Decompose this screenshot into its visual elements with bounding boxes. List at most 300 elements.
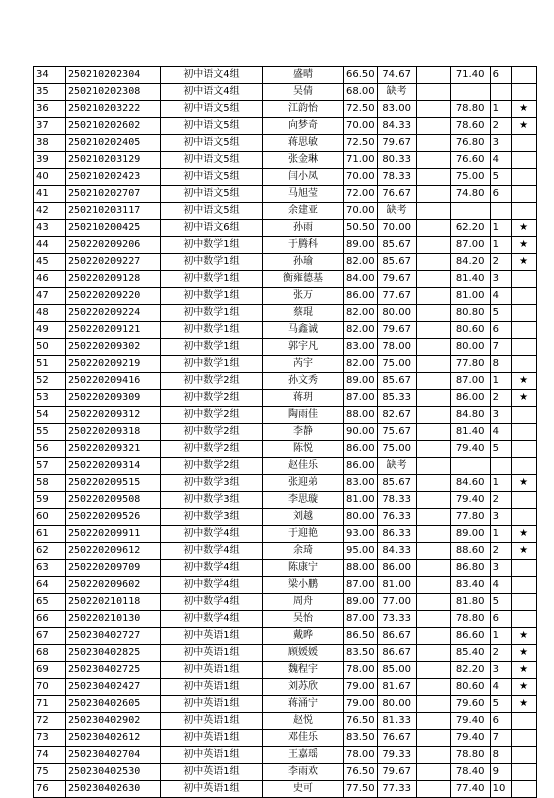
star-icon: ★ [511,543,536,560]
interview-score: 77.67 [377,288,416,305]
rank [490,458,511,475]
candidate-name: 顾媛媛 [263,645,344,662]
interview-score: 86.00 [377,560,416,577]
exam-group: 初中语文5组 [161,118,263,135]
empty-cell [416,577,450,594]
candidate-name: 梁小鹏 [263,577,344,594]
exam-group: 初中数学2组 [161,373,263,390]
row-number: 64 [34,577,66,594]
written-score: 88.00 [344,560,378,577]
candidate-id: 250230402902 [66,713,161,730]
total-score: 85.40 [450,645,490,662]
written-score: 90.00 [344,424,378,441]
total-score: 75.00 [450,169,490,186]
candidate-name: 闫小凤 [263,169,344,186]
empty-cell [416,288,450,305]
empty-cell [416,390,450,407]
row-number: 50 [34,339,66,356]
row-number: 34 [34,67,66,84]
rank: 5 [490,305,511,322]
candidate-id: 250220209515 [66,475,161,492]
candidate-id: 250210200425 [66,220,161,237]
star-icon: ★ [511,390,536,407]
table-row [34,764,537,781]
candidate-id: 250220209219 [66,356,161,373]
interview-score: 85.67 [377,475,416,492]
star-icon [511,764,536,781]
candidate-name: 戴晔 [263,628,344,645]
row-number: 56 [34,441,66,458]
rank: 2 [490,118,511,135]
exam-group: 初中语文4组 [161,67,263,84]
row-number: 74 [34,747,66,764]
table-row [34,237,537,254]
star-icon [511,492,536,509]
results-table [33,66,537,798]
rank: 1 [490,220,511,237]
star-icon: ★ [511,662,536,679]
written-score: 77.50 [344,781,378,798]
total-score [450,203,490,220]
row-number: 39 [34,152,66,169]
star-icon: ★ [511,526,536,543]
interview-score: 85.33 [377,390,416,407]
interview-score: 81.00 [377,577,416,594]
table-row [34,441,537,458]
empty-cell [416,628,450,645]
empty-cell [416,679,450,696]
empty-cell [416,424,450,441]
total-score: 84.60 [450,475,490,492]
written-score: 86.50 [344,628,378,645]
interview-score: 85.00 [377,662,416,679]
written-score: 70.00 [344,169,378,186]
written-score: 86.00 [344,288,378,305]
candidate-name: 孙瑜 [263,254,344,271]
interview-score: 缺考 [377,203,416,220]
star-icon: ★ [511,237,536,254]
exam-group: 初中数学2组 [161,424,263,441]
table-row [34,560,537,577]
star-icon [511,747,536,764]
star-icon [511,67,536,84]
candidate-name: 芮宇 [263,356,344,373]
interview-score: 缺考 [377,84,416,101]
empty-cell [416,339,450,356]
rank: 10 [490,781,511,798]
candidate-id: 250220209612 [66,543,161,560]
table-row [34,356,537,373]
candidate-name: 史可 [263,781,344,798]
candidate-name: 刘越 [263,509,344,526]
empty-cell [416,186,450,203]
exam-group: 初中语文5组 [161,152,263,169]
star-icon [511,509,536,526]
empty-cell [416,118,450,135]
rank: 3 [490,271,511,288]
candidate-id: 250210202423 [66,169,161,186]
candidate-id: 250220209314 [66,458,161,475]
exam-group: 初中数学1组 [161,356,263,373]
row-number: 45 [34,254,66,271]
written-score: 89.00 [344,373,378,390]
table-row [34,152,537,169]
empty-cell [416,645,450,662]
candidate-name: 赵悦 [263,713,344,730]
row-number: 55 [34,424,66,441]
table-row [34,254,537,271]
row-number: 36 [34,101,66,118]
rank: 1 [490,101,511,118]
exam-group: 初中数学1组 [161,254,263,271]
candidate-id: 250220209508 [66,492,161,509]
rank: 4 [490,288,511,305]
row-number: 46 [34,271,66,288]
table-row [34,373,537,390]
total-score: 74.80 [450,186,490,203]
score-sheet [33,66,537,798]
total-score: 81.00 [450,288,490,305]
empty-cell [416,543,450,560]
exam-group: 初中英语1组 [161,764,263,781]
written-score: 87.00 [344,577,378,594]
empty-cell [416,526,450,543]
empty-cell [416,730,450,747]
candidate-name: 吴倩 [263,84,344,101]
rank: 9 [490,764,511,781]
empty-cell [416,764,450,781]
candidate-id: 250210202602 [66,118,161,135]
results-table-body [34,67,537,798]
candidate-name: 孙文秀 [263,373,344,390]
candidate-name: 于腾科 [263,237,344,254]
candidate-id: 250220209128 [66,271,161,288]
written-score: 83.00 [344,339,378,356]
candidate-name: 李思璇 [263,492,344,509]
total-score: 78.80 [450,611,490,628]
candidate-id: 250230402427 [66,679,161,696]
star-icon [511,288,536,305]
exam-group: 初中数学1组 [161,237,263,254]
empty-cell [416,662,450,679]
total-score: 80.80 [450,305,490,322]
row-number: 37 [34,118,66,135]
interview-score: 81.67 [377,679,416,696]
table-row [34,305,537,322]
total-score: 77.80 [450,509,490,526]
interview-score: 86.67 [377,628,416,645]
table-row [34,271,537,288]
star-icon [511,594,536,611]
total-score: 84.20 [450,254,490,271]
total-score: 82.20 [450,662,490,679]
total-score: 78.80 [450,101,490,118]
interview-score: 84.33 [377,118,416,135]
star-icon [511,577,536,594]
candidate-name: 刘苏欣 [263,679,344,696]
candidate-name: 蔡琨 [263,305,344,322]
star-icon [511,271,536,288]
candidate-name: 向梦奇 [263,118,344,135]
candidate-id: 250220210118 [66,594,161,611]
candidate-name: 张金琳 [263,152,344,169]
table-row [34,628,537,645]
empty-cell [416,237,450,254]
row-number: 73 [34,730,66,747]
row-number: 69 [34,662,66,679]
table-row [34,118,537,135]
rank: 5 [490,441,511,458]
table-row [34,645,537,662]
interview-score: 77.00 [377,594,416,611]
empty-cell [416,203,450,220]
empty-cell [416,713,450,730]
total-score: 86.60 [450,628,490,645]
total-score: 79.40 [450,441,490,458]
interview-score: 77.33 [377,781,416,798]
row-number: 51 [34,356,66,373]
written-score: 66.50 [344,67,378,84]
total-score: 79.40 [450,730,490,747]
star-icon: ★ [511,475,536,492]
exam-group: 初中数学4组 [161,594,263,611]
exam-group: 初中英语1组 [161,747,263,764]
candidate-name: 马旭莹 [263,186,344,203]
empty-cell [416,407,450,424]
table-row [34,679,537,696]
exam-group: 初中英语1组 [161,662,263,679]
exam-group: 初中语文5组 [161,203,263,220]
empty-cell [416,594,450,611]
total-score: 89.00 [450,526,490,543]
table-row [34,407,537,424]
interview-score: 75.00 [377,441,416,458]
star-icon [511,305,536,322]
written-score: 86.00 [344,458,378,475]
star-icon [511,407,536,424]
interview-score: 79.67 [377,271,416,288]
row-number: 49 [34,322,66,339]
table-row [34,424,537,441]
candidate-name: 蒋思敏 [263,135,344,152]
table-row [34,577,537,594]
row-number: 71 [34,696,66,713]
star-icon [511,424,536,441]
rank: 6 [490,611,511,628]
candidate-id: 250220210130 [66,611,161,628]
candidate-id: 250210202707 [66,186,161,203]
exam-group: 初中英语1组 [161,645,263,662]
written-score: 86.00 [344,441,378,458]
candidate-name: 马鑫诚 [263,322,344,339]
table-row [34,339,537,356]
candidate-name: 余建亚 [263,203,344,220]
total-score: 81.40 [450,424,490,441]
empty-cell [416,475,450,492]
star-icon [511,356,536,373]
table-row [34,781,537,798]
candidate-id: 250210202304 [66,67,161,84]
table-row [34,203,537,220]
candidate-name: 陈康宁 [263,560,344,577]
exam-group: 初中数学2组 [161,458,263,475]
total-score: 71.40 [450,67,490,84]
total-score: 79.40 [450,492,490,509]
written-score: 82.00 [344,305,378,322]
table-row [34,543,537,560]
exam-group: 初中数学4组 [161,560,263,577]
empty-cell [416,373,450,390]
total-score: 78.40 [450,764,490,781]
written-score: 72.50 [344,101,378,118]
row-number: 41 [34,186,66,203]
candidate-id: 250210203129 [66,152,161,169]
total-score: 84.80 [450,407,490,424]
exam-group: 初中数学1组 [161,288,263,305]
written-score: 93.00 [344,526,378,543]
exam-group: 初中数学2组 [161,441,263,458]
rank: 3 [490,135,511,152]
written-score: 88.00 [344,407,378,424]
candidate-id: 250220209318 [66,424,161,441]
candidate-name: 盛晴 [263,67,344,84]
total-score: 83.40 [450,577,490,594]
written-score: 82.00 [344,322,378,339]
star-icon [511,203,536,220]
star-icon [511,560,536,577]
exam-group: 初中语文5组 [161,186,263,203]
candidate-name: 张迎弟 [263,475,344,492]
rank: 8 [490,747,511,764]
candidate-name: 吴怡 [263,611,344,628]
candidate-name: 陈悦 [263,441,344,458]
written-score: 71.00 [344,152,378,169]
interview-score: 79.67 [377,322,416,339]
exam-group: 初中数学3组 [161,509,263,526]
candidate-id: 250220209312 [66,407,161,424]
star-icon [511,135,536,152]
candidate-name: 魏程宇 [263,662,344,679]
written-score: 68.00 [344,84,378,101]
exam-group: 初中数学1组 [161,271,263,288]
empty-cell [416,169,450,186]
empty-cell [416,67,450,84]
table-row [34,458,537,475]
empty-cell [416,611,450,628]
row-number: 43 [34,220,66,237]
candidate-name: 周舟 [263,594,344,611]
interview-score: 75.67 [377,424,416,441]
rank: 4 [490,577,511,594]
row-number: 70 [34,679,66,696]
written-score: 76.50 [344,713,378,730]
rank: 2 [490,254,511,271]
total-score: 76.80 [450,135,490,152]
row-number: 76 [34,781,66,798]
rank: 1 [490,373,511,390]
exam-group: 初中数学2组 [161,407,263,424]
star-icon: ★ [511,373,536,390]
star-icon [511,152,536,169]
written-score: 81.00 [344,492,378,509]
star-icon [511,186,536,203]
total-score [450,458,490,475]
exam-group: 初中数学2组 [161,390,263,407]
table-row [34,611,537,628]
interview-score: 85.67 [377,373,416,390]
rank: 3 [490,509,511,526]
written-score: 80.00 [344,509,378,526]
empty-cell [416,220,450,237]
candidate-id: 250230402530 [66,764,161,781]
candidate-id: 250230402825 [66,645,161,662]
candidate-id: 250210203117 [66,203,161,220]
table-row [34,492,537,509]
candidate-name: 衡雍德基 [263,271,344,288]
row-number: 60 [34,509,66,526]
candidate-name: 王嘉瑶 [263,747,344,764]
written-score: 79.00 [344,696,378,713]
empty-cell [416,560,450,577]
exam-group: 初中数学4组 [161,526,263,543]
table-row [34,288,537,305]
written-score: 89.00 [344,594,378,611]
rank: 5 [490,594,511,611]
candidate-id: 250210202308 [66,84,161,101]
table-row [34,169,537,186]
table-row [34,135,537,152]
rank: 6 [490,67,511,84]
star-icon [511,441,536,458]
candidate-name: 陶雨佳 [263,407,344,424]
candidate-id: 250220209302 [66,339,161,356]
row-number: 47 [34,288,66,305]
table-row [34,696,537,713]
total-score: 87.00 [450,373,490,390]
interview-score: 78.33 [377,492,416,509]
star-icon: ★ [511,101,536,118]
row-number: 68 [34,645,66,662]
total-score: 80.00 [450,339,490,356]
interview-score: 79.67 [377,764,416,781]
row-number: 57 [34,458,66,475]
star-icon: ★ [511,628,536,645]
written-score: 95.00 [344,543,378,560]
interview-score: 84.33 [377,543,416,560]
empty-cell [416,356,450,373]
candidate-id: 250220209709 [66,560,161,577]
table-row [34,509,537,526]
rank: 4 [490,679,511,696]
table-row [34,713,537,730]
interview-score: 80.33 [377,152,416,169]
exam-group: 初中数学4组 [161,543,263,560]
table-row [34,594,537,611]
row-number: 42 [34,203,66,220]
interview-score: 75.00 [377,356,416,373]
written-score: 70.00 [344,203,378,220]
rank: 4 [490,152,511,169]
candidate-id: 250220209206 [66,237,161,254]
written-score: 83.50 [344,645,378,662]
star-icon: ★ [511,118,536,135]
candidate-id: 250230402605 [66,696,161,713]
rank: 6 [490,186,511,203]
exam-group: 初中数学3组 [161,475,263,492]
candidate-id: 250220209911 [66,526,161,543]
row-number: 52 [34,373,66,390]
candidate-name: 于迎艳 [263,526,344,543]
